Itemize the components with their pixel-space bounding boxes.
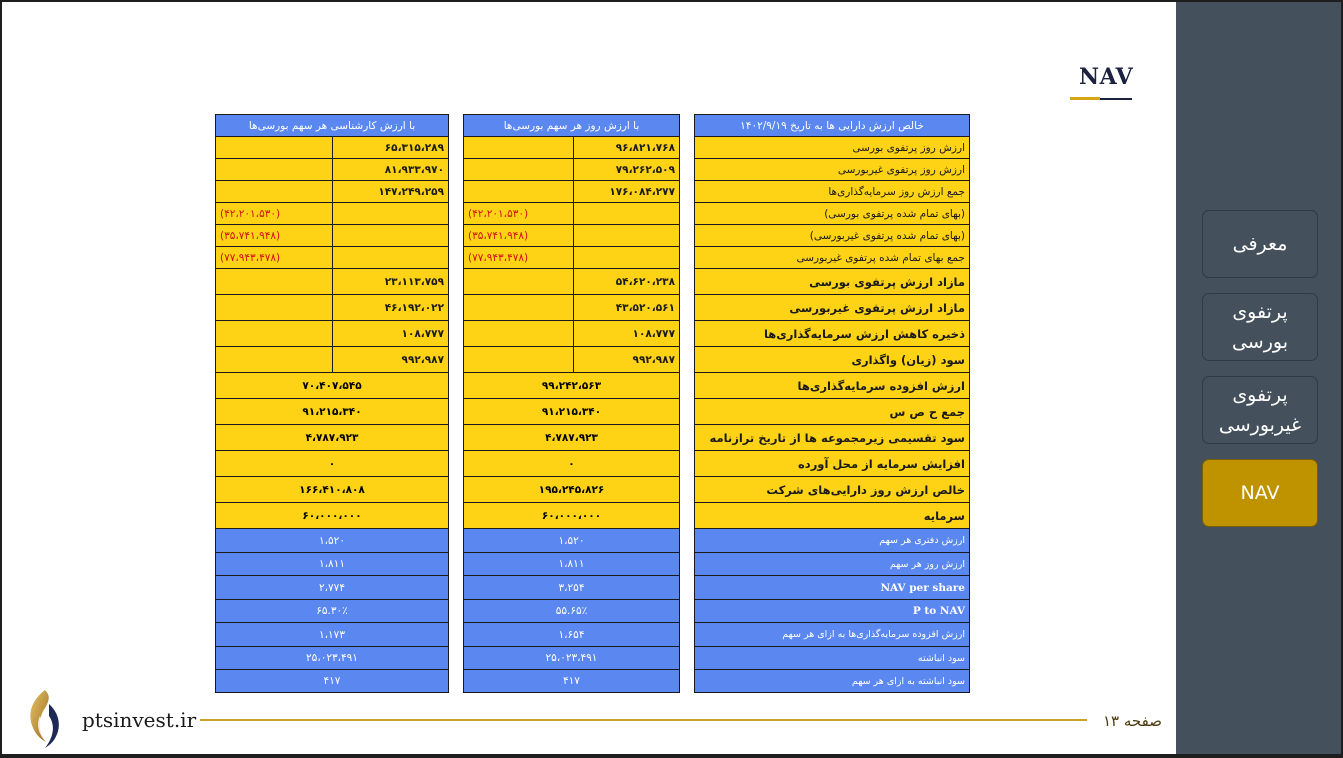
value-cell: ۹۶،۸۲۱،۷۶۸ bbox=[574, 137, 680, 159]
value-cell: ۹۹۲،۹۸۷ bbox=[333, 347, 449, 373]
cost-cell bbox=[216, 137, 333, 159]
table-row bbox=[695, 477, 970, 503]
table-row bbox=[216, 576, 449, 600]
value-cell: ۷۹،۲۶۲،۵۰۹ bbox=[574, 159, 680, 181]
value-cell: ۱۷۶،۰۸۴،۲۷۷ bbox=[574, 181, 680, 203]
cost-cell bbox=[216, 269, 333, 295]
title-underline bbox=[1070, 98, 1132, 100]
table-row bbox=[695, 269, 970, 295]
table-row bbox=[695, 137, 970, 159]
nav-button-label: پرتفوی غیربورسی bbox=[1218, 384, 1302, 436]
table-row bbox=[216, 321, 449, 347]
table-row bbox=[464, 269, 680, 295]
row-label: ارزش روز هر سهم bbox=[695, 553, 970, 576]
value-cell bbox=[333, 225, 449, 247]
table-row bbox=[464, 425, 680, 451]
cost-cell bbox=[216, 347, 333, 373]
nav-button-listed-portfolio[interactable] bbox=[1202, 293, 1318, 361]
table-row bbox=[695, 425, 970, 451]
table-row bbox=[216, 477, 449, 503]
cost-cell bbox=[464, 181, 574, 203]
table-row bbox=[695, 181, 970, 203]
table-row bbox=[464, 623, 680, 647]
column-header: با ارزش روز هر سهم بورسی‌ها bbox=[464, 115, 680, 137]
row-label: ارزش روز پرتفوی بورسی bbox=[695, 137, 970, 159]
total-cell: ۶۰،۰۰۰،۰۰۰ bbox=[216, 503, 449, 529]
row-label: ارزش افزوده سرمایه‌گذاری‌ها به ازای هر سهم bbox=[695, 623, 970, 647]
nav-labels-table bbox=[694, 114, 970, 693]
cost-cell: (۴۲،۲۰۱،۵۳۰) bbox=[216, 203, 333, 225]
table-row bbox=[695, 670, 970, 693]
table-row bbox=[695, 647, 970, 670]
table-row bbox=[464, 399, 680, 425]
main-header: خالص ارزش دارایی ها به تاریخ ۱۴۰۲/۹/۱۹ bbox=[695, 115, 970, 137]
cost-cell bbox=[464, 295, 574, 321]
value-cell: ۱۴۷،۲۴۹،۲۵۹ bbox=[333, 181, 449, 203]
table-row bbox=[216, 137, 449, 159]
slide bbox=[2, 2, 1341, 754]
value-cell bbox=[574, 225, 680, 247]
cost-cell bbox=[464, 137, 574, 159]
cost-cell: (۷۷،۹۴۳،۴۷۸) bbox=[464, 247, 574, 269]
cost-cell: (۳۵،۷۴۱،۹۴۸) bbox=[464, 225, 574, 247]
row-label: سود تقسیمی زیرمجموعه ها از تاریخ ترازنامه bbox=[695, 425, 970, 451]
page-number: صفحه ۱۳ bbox=[1103, 712, 1162, 730]
row-label: سود انباشته به ازای هر سهم bbox=[695, 670, 970, 693]
table-row bbox=[695, 321, 970, 347]
total-cell: ۷۰،۴۰۷،۵۴۵ bbox=[216, 373, 449, 399]
table-row bbox=[695, 529, 970, 553]
row-label: مازاد ارزش پرتفوی بورسی bbox=[695, 269, 970, 295]
table-row bbox=[464, 247, 680, 269]
per-share-cell: ۱،۵۲۰ bbox=[216, 529, 449, 553]
cost-cell bbox=[216, 295, 333, 321]
total-cell: ۹۹،۲۴۲،۵۶۳ bbox=[464, 373, 680, 399]
sidebar bbox=[1176, 2, 1341, 754]
total-cell: ۴،۷۸۷،۹۲۳ bbox=[216, 425, 449, 451]
row-label: ارزش دفتری هر سهم bbox=[695, 529, 970, 553]
table-row bbox=[464, 647, 680, 670]
value-cell: ۱۰۸،۷۷۷ bbox=[333, 321, 449, 347]
table-row bbox=[464, 503, 680, 529]
value-cell: ۱۰۸،۷۷۷ bbox=[574, 321, 680, 347]
row-label: جمع ح ص س bbox=[695, 399, 970, 425]
per-share-cell: ۱،۵۲۰ bbox=[464, 529, 680, 553]
table-row bbox=[695, 451, 970, 477]
table-row bbox=[464, 373, 680, 399]
table-row bbox=[464, 203, 680, 225]
value-cell: ۹۹۲،۹۸۷ bbox=[574, 347, 680, 373]
per-share-cell: ۶۵.۳۰٪ bbox=[216, 600, 449, 623]
row-label: ارزش افزوده سرمایه‌گذاری‌ها bbox=[695, 373, 970, 399]
column-header: با ارزش کارشناسی هر سهم بورسی‌ها bbox=[216, 115, 449, 137]
table-row bbox=[464, 600, 680, 623]
table-row bbox=[216, 159, 449, 181]
table-row bbox=[464, 451, 680, 477]
row-label: جمع ارزش روز سرمایه‌گذاری‌ها bbox=[695, 181, 970, 203]
value-cell: ۴۳،۵۲۰،۵۶۱ bbox=[574, 295, 680, 321]
table-row bbox=[216, 553, 449, 576]
value-cell: ۲۳،۱۱۳،۷۵۹ bbox=[333, 269, 449, 295]
table-row bbox=[216, 399, 449, 425]
total-cell: ۰ bbox=[216, 451, 449, 477]
nav-button-label: NAV bbox=[1240, 482, 1280, 504]
per-share-cell: ۲۵،۰۲۳،۴۹۱ bbox=[464, 647, 680, 670]
per-share-cell: ۳،۲۵۴ bbox=[464, 576, 680, 600]
row-label: جمع بهای تمام شده پرتفوی غیربورسی bbox=[695, 247, 970, 269]
table-row bbox=[695, 600, 970, 623]
table-row bbox=[464, 576, 680, 600]
table-row bbox=[464, 670, 680, 693]
total-cell: ۱۶۶،۴۱۰،۸۰۸ bbox=[216, 477, 449, 503]
table-row bbox=[216, 425, 449, 451]
nav-button-nav[interactable] bbox=[1202, 459, 1318, 527]
table-row bbox=[464, 477, 680, 503]
table-row bbox=[464, 553, 680, 576]
cost-cell: (۳۵،۷۴۱،۹۴۸) bbox=[216, 225, 333, 247]
per-share-cell: ۲،۷۷۴ bbox=[216, 576, 449, 600]
company-logo-icon bbox=[16, 686, 74, 752]
nav-button-unlisted-portfolio[interactable] bbox=[1202, 376, 1318, 444]
row-label: (بهای تمام شده پرتفوی بورسی) bbox=[695, 203, 970, 225]
row-label: سود (زیان) واگذاری bbox=[695, 347, 970, 373]
table-row bbox=[216, 347, 449, 373]
table-row bbox=[464, 295, 680, 321]
per-share-cell: ۲۵،۰۲۳،۴۹۱ bbox=[216, 647, 449, 670]
website-link[interactable]: ptsinvest.ir bbox=[82, 708, 197, 732]
row-label: خالص ارزش روز دارایی‌های شرکت bbox=[695, 477, 970, 503]
table-row bbox=[216, 451, 449, 477]
table-row bbox=[695, 347, 970, 373]
total-cell: ۴،۷۸۷،۹۲۳ bbox=[464, 425, 680, 451]
per-share-cell: ۴۱۷ bbox=[216, 670, 449, 693]
table-row bbox=[216, 225, 449, 247]
cost-cell bbox=[464, 159, 574, 181]
table-row bbox=[216, 295, 449, 321]
table-row bbox=[216, 670, 449, 693]
table-row bbox=[216, 623, 449, 647]
table-row bbox=[216, 203, 449, 225]
table-row bbox=[695, 203, 970, 225]
cost-cell bbox=[464, 347, 574, 373]
expert-value-table bbox=[215, 114, 449, 693]
per-share-cell: ۵۵.۶۵٪ bbox=[464, 600, 680, 623]
table-row bbox=[216, 247, 449, 269]
per-share-cell: ۱،۸۱۱ bbox=[216, 553, 449, 576]
table-row bbox=[464, 159, 680, 181]
market-value-table bbox=[463, 114, 680, 693]
cost-cell bbox=[216, 159, 333, 181]
cost-cell bbox=[216, 321, 333, 347]
value-cell: ۵۴،۶۲۰،۲۳۸ bbox=[574, 269, 680, 295]
per-share-cell: ۱،۶۵۴ bbox=[464, 623, 680, 647]
table-row bbox=[695, 399, 970, 425]
per-share-cell: ۱،۱۷۳ bbox=[216, 623, 449, 647]
table-row bbox=[464, 529, 680, 553]
table-row bbox=[464, 225, 680, 247]
table-row bbox=[695, 373, 970, 399]
table-row bbox=[464, 181, 680, 203]
value-cell bbox=[333, 203, 449, 225]
row-label: افزایش سرمایه از محل آورده bbox=[695, 451, 970, 477]
row-label: (بهای تمام شده پرتفوی غیربورسی) bbox=[695, 225, 970, 247]
cost-cell: (۴۲،۲۰۱،۵۳۰) bbox=[464, 203, 574, 225]
per-share-cell: ۴۱۷ bbox=[464, 670, 680, 693]
table-row bbox=[695, 576, 970, 600]
table-header-row bbox=[464, 115, 680, 137]
table-row bbox=[695, 553, 970, 576]
cost-cell bbox=[464, 269, 574, 295]
table-header-row bbox=[216, 115, 449, 137]
row-label: مازاد ارزش پرتفوی غیربورسی bbox=[695, 295, 970, 321]
value-cell: ۸۱،۹۳۳،۹۷۰ bbox=[333, 159, 449, 181]
table-row bbox=[216, 181, 449, 203]
table-row bbox=[216, 269, 449, 295]
total-cell: ۹۱،۲۱۵،۳۴۰ bbox=[464, 399, 680, 425]
table-row bbox=[695, 247, 970, 269]
nav-button-intro[interactable] bbox=[1202, 210, 1318, 278]
row-label: سرمایه bbox=[695, 503, 970, 529]
table-row bbox=[464, 321, 680, 347]
table-row bbox=[464, 347, 680, 373]
nav-button-label: معرفی bbox=[1232, 233, 1288, 255]
total-cell: ۹۱،۲۱۵،۳۴۰ bbox=[216, 399, 449, 425]
nav-button-label: پرتفوی بورسی bbox=[1231, 301, 1289, 353]
value-cell bbox=[574, 247, 680, 269]
value-cell: ۶۵،۳۱۵،۲۸۹ bbox=[333, 137, 449, 159]
row-label: P to NAV bbox=[695, 600, 970, 623]
table-row bbox=[216, 600, 449, 623]
table-row bbox=[695, 159, 970, 181]
table-row bbox=[216, 529, 449, 553]
row-label: NAV per share bbox=[695, 576, 970, 600]
value-cell: ۴۶،۱۹۲،۰۲۲ bbox=[333, 295, 449, 321]
table-row bbox=[216, 647, 449, 670]
table-header-row bbox=[695, 115, 970, 137]
table-row bbox=[464, 137, 680, 159]
page-title: NAV bbox=[1079, 64, 1134, 90]
cost-cell: (۷۷،۹۴۳،۴۷۸) bbox=[216, 247, 333, 269]
table-row bbox=[695, 623, 970, 647]
row-label: ذخیره کاهش ارزش سرمایه‌گذاری‌ها bbox=[695, 321, 970, 347]
total-cell: ۱۹۵،۲۴۵،۸۲۶ bbox=[464, 477, 680, 503]
table-row bbox=[695, 225, 970, 247]
table-row bbox=[216, 503, 449, 529]
table-row bbox=[695, 503, 970, 529]
table-row bbox=[695, 295, 970, 321]
row-label: ارزش روز پرتفوی غیربورسی bbox=[695, 159, 970, 181]
table-row bbox=[216, 373, 449, 399]
value-cell bbox=[333, 247, 449, 269]
total-cell: ۰ bbox=[464, 451, 680, 477]
cost-cell bbox=[464, 321, 574, 347]
total-cell: ۶۰،۰۰۰،۰۰۰ bbox=[464, 503, 680, 529]
per-share-cell: ۱،۸۱۱ bbox=[464, 553, 680, 576]
cost-cell bbox=[216, 181, 333, 203]
value-cell bbox=[574, 203, 680, 225]
footer-divider bbox=[200, 719, 1087, 721]
row-label: سود انباشته bbox=[695, 647, 970, 670]
